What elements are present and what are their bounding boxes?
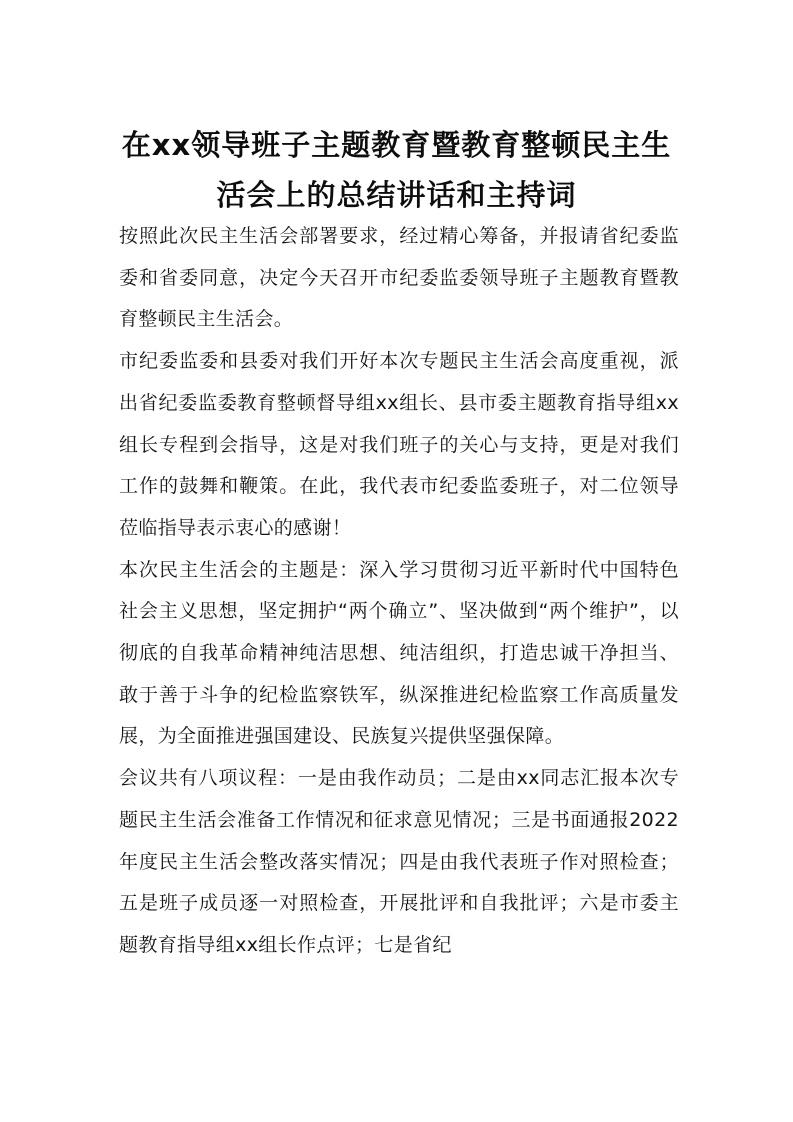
title-line-1: 在xx领导班子主题教育暨教育整顿民主生: [121, 128, 672, 162]
paragraph-agenda: 会议共有八项议程：一是由我作动员；二是由xx同志汇报本次专题民主生活会准备工作情况和征求意见情况；三是书面通报2022年度民主生活会整改落实情况；四是由我代表班子作对照检查；五是班子成员逐一对照检查，开展批评和自我批评；六是市委主题教育指导组xx组长作点评；七是省纪: [119, 767, 679, 956]
paragraph-opening: 按照此次民主生活会部署要求，经过精心筹备，并报请省纪委监委和省委同意，决定今天召开市纪委监委领导班子主题教育暨教育整顿民主生活会。: [119, 225, 679, 331]
document-title: [100, 120, 693, 220]
title-line-2: 活会上的总结讲话和主持词: [216, 178, 577, 212]
paragraph-thanks: 市纪委监委和县委对我们开好本次专题民主生活会高度重视，派出省纪委监委教育整顿督导组xx组长、县市委主题教育指导组xx组长专程到会指导，这是对我们班子的关心与支持，更是对我们工作的鼓舞和鞭策。在此，我代表市纪委监委班子，对二位领导莅临指导表示衷心的感谢！: [119, 350, 679, 539]
paragraph-theme: 本次民主生活会的主题是：深入学习贯彻习近平新时代中国特色社会主义思想，坚定拥护“两个确立”、坚决做到“两个维护”，以彻底的自我革命精神纯洁思想、纯洁组织，打造忠诚干净担当、敢于善于斗争的纪检监察铁军，纵深推进纪检监察工作高质量发展，为全面推进强国建设、民族复兴提供坚强保障。: [119, 558, 679, 748]
document-body: [119, 216, 679, 967]
